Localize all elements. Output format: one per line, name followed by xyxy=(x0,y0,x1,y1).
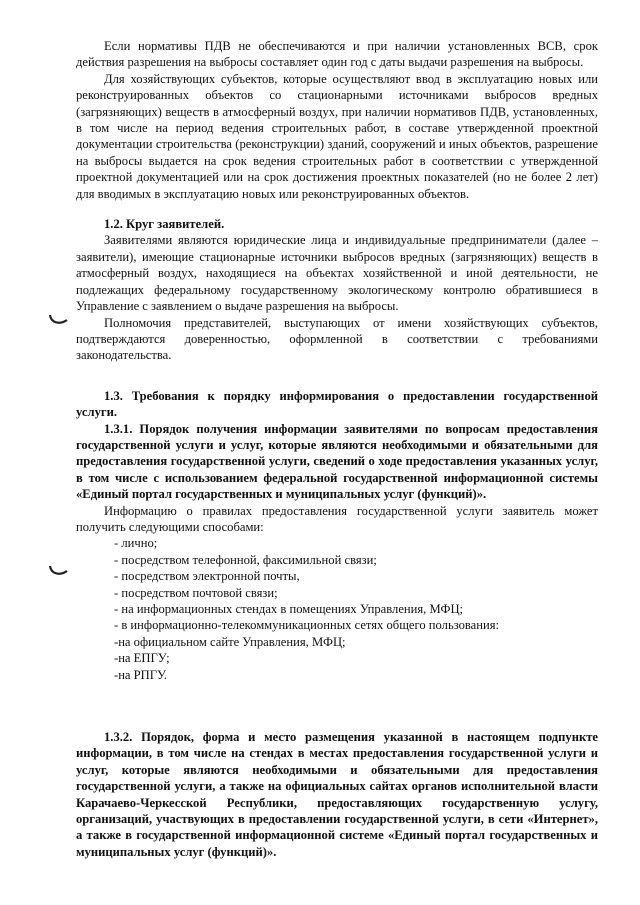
paragraph-ways-intro: Информацию о правилах предоставления государственной услуги заявитель может получить следующими способами: xyxy=(76,503,598,534)
list-item: -на официальном сайте Управления, МФЦ; xyxy=(114,634,346,649)
binder-hole-mark-top xyxy=(47,312,69,326)
methods-list xyxy=(76,535,598,683)
list-item: - посредством почтовой связи; xyxy=(114,585,278,600)
list-item: - лично; xyxy=(114,536,158,551)
paragraph-representatives: Полномочия представителей, выступающих от имени хозяйствующих субъектов, подтверждаются доверенностью, оформленной в соответствии с требованиями законодательства. xyxy=(76,315,598,363)
paragraph-applicants: Заявителями являются юридические лица и индивидуальные предприниматели (далее – заявители), имеющие стационарные источники выбросов вредных (загрязняющих) веществ в атмосферный воздух, находящиеся на объектах хозяйственной и иной деятельности, не подлежащих федеральному государственному экологическому контролю обратившиеся в Управление с заявлением о выдаче разрешения на выбросы. xyxy=(76,233,598,314)
list-item: - посредством электронной почты, xyxy=(114,569,300,584)
list-item: - на информационных стендах в помещениях Управления, МФЦ; xyxy=(114,602,464,616)
heading-informing-requirements: 1.3. Требования к порядку информирования о предоставлении государственной услуги. xyxy=(76,388,598,420)
heading-1-3-1: 1.3.1. Порядок получения информации заявителями по вопросам предоставления государственной услуги и услуг, которые являются необходимыми и обязательными для предоставления государственной услуги, сведений о ходе предоставления указанных услуг, в том числе с использованием федеральной государственной информационной системы «Единый портал государственных и муниципальных услуг (функций)». xyxy=(76,421,598,502)
heading-applicants: 1.2. Круг заявителей. xyxy=(104,217,225,232)
list-item: -на ЕПГУ; xyxy=(114,651,170,666)
binder-hole-mark-bottom xyxy=(47,563,69,577)
paragraph-validity-period: Если нормативы ПДВ не обеспечиваются и при наличии установленных ВСВ, срок действия разрешения на выбросы составляет один год с даты выдачи разрешения на выбросы. xyxy=(76,39,598,70)
list-item: -на РПГУ. xyxy=(114,667,168,682)
list-item: - посредством телефонной, факсимильной связи; xyxy=(114,552,377,567)
paragraph-new-objects: Для хозяйствующих субъектов, которые осуществляют ввод в эксплуатацию новых или реконструированных объектов со стационарными источниками выбросов вредных (загрязняющих) веществ в атмосферный воздух, при наличии нормативов ПДВ, установленных, в том числе на период ведения строительных работ, в составе утвержденной проектной документации строительства (реконструкции) зданий, сооружений и иных объектов, разрешение на выбросы выдается на срок ведения строительных работ в соответствии с утвержденной проектной документацией или на срок достижения проектных показателей (но не более 2 лет) для вводимых в эксплуатацию новых или реконструированных объектов. xyxy=(76,71,598,201)
list-item: - в информационно-телекоммуникационных сетях общего пользования: xyxy=(114,618,500,633)
heading-1-3-2: 1.3.2. Порядок, форма и место размещения указанной в настоящем подпункте информации, в том числе на стендах в местах предоставления государственной услуги и услуг, которые являются необходимыми и обязательными для предоставления государственной услуги, а также на официальных сайтах органов исполнительной власти Карачаево-Черкесской Республики, предоставляющих государственную услугу, организаций, участвующих в предоставлении государственной услуги, в сети «Интернет», а также в государственной информационной системе «Единый портал государственных и муниципальных услуг (функций)». xyxy=(76,730,598,859)
document-page xyxy=(76,38,598,860)
